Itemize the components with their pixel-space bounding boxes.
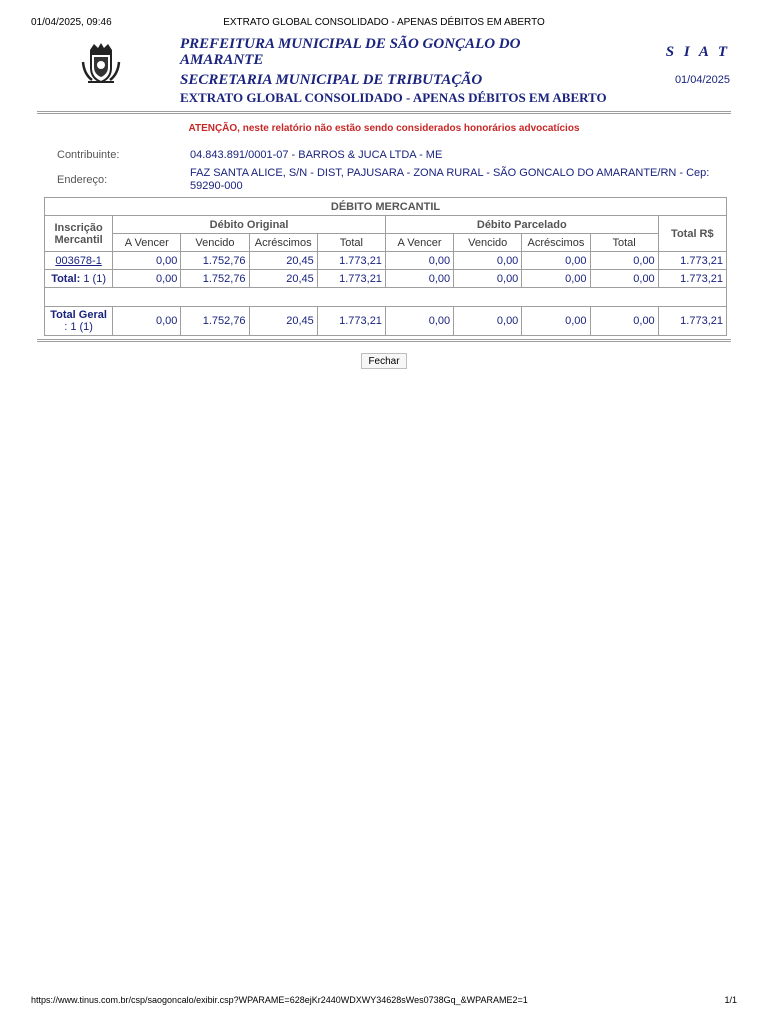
print-header [31,17,737,31]
fechar-button[interactable]: Fechar [361,353,407,369]
grand-parc-a-vencer: 0,00 [385,307,453,336]
parc-a-vencer-cell: 0,00 [385,252,453,270]
orig-a-vencer-header: A Vencer [113,234,181,252]
subtotal-parc-total: 0,00 [590,270,658,288]
subtotal-label: Total: [51,272,81,285]
contribuinte-label: Contribuinte: [57,149,120,161]
subtotal-parc-vencido: 0,00 [454,270,522,288]
subtotal-orig-acrescimos: 20,45 [249,270,317,288]
parc-vencido-cell: 0,00 [454,252,522,270]
sub-header-row [45,234,727,252]
orig-acrescimos-header: Acréscimos [249,234,317,252]
parc-a-vencer-header: A Vencer [385,234,453,252]
inscricao-cell [45,252,113,270]
parc-total-cell: 0,00 [590,252,658,270]
group-original: Débito Original [113,216,386,234]
grand-orig-vencido: 1.752,76 [181,307,249,336]
print-title: EXTRATO GLOBAL CONSOLIDADO - APENAS DÉBITOS EM ABERTO [223,17,545,28]
print-datetime: 01/04/2025, 09:46 [31,17,112,28]
debt-table [44,197,727,336]
grand-total-label-cell [45,307,113,336]
col-inscricao: Inscrição Mercantil [45,216,113,252]
subtotal-count: 1 (1) [80,272,106,285]
orig-total-cell: 1.773,21 [317,252,385,270]
orig-vencido-header: Vencido [181,234,249,252]
subtotal-total-rs: 1.773,21 [658,270,726,288]
spacer-cell [45,288,727,307]
grand-parc-acrescimos: 0,00 [522,307,590,336]
orig-vencido-cell: 1.752,76 [181,252,249,270]
group-header-row [45,216,727,234]
orig-acrescimos-cell: 20,45 [249,252,317,270]
system-name: S I A T [665,44,730,60]
warning-message: ATENÇÃO, neste relatório não estão sendo considerados honorários advocatícios [188,123,580,134]
header-divider [37,111,731,114]
municipal-coat-of-arms-icon [78,40,124,86]
group-parcelado: Débito Parcelado [385,216,658,234]
orig-total-header: Total [317,234,385,252]
grand-parc-total: 0,00 [590,307,658,336]
spacer-row [45,288,727,307]
subtotal-row [45,270,727,288]
parc-total-header: Total [590,234,658,252]
subtotal-parc-a-vencer: 0,00 [385,270,453,288]
parc-acrescimos-header: Acréscimos [522,234,590,252]
col-total-rs: Total R$ [658,216,726,252]
grand-orig-a-vencer: 0,00 [113,307,181,336]
contribuinte-value: 04.843.891/0001-07 - BARROS & JUCA LTDA - ME [190,149,443,161]
subtotal-parc-acrescimos: 0,00 [522,270,590,288]
print-footer [31,995,737,1009]
table-bottom-divider [37,339,731,342]
inscricao-link[interactable]: 003678-1 [55,254,102,267]
grand-orig-acrescimos: 20,45 [249,307,317,336]
grand-total-label: Total Geral [50,309,107,321]
total-rs-cell: 1.773,21 [658,252,726,270]
grand-total-rs: 1.773,21 [658,307,726,336]
subtotal-orig-vencido: 1.752,76 [181,270,249,288]
endereco-value: FAZ SANTA ALICE, S/N - DIST, PAJUSARA - ZONA RURAL - SÃO GONCALO DO AMARANTE/RN - Cep: 59290-000 [190,167,710,192]
table-row [45,252,727,270]
report-date: 01/04/2025 [674,74,730,86]
report-title: EXTRATO GLOBAL CONSOLIDADO - APENAS DÉBITOS EM ABERTO [180,90,607,105]
parc-vencido-header: Vencido [454,234,522,252]
grand-orig-total: 1.773,21 [317,307,385,336]
section-title: DÉBITO MERCANTIL [45,198,727,216]
grand-parc-vencido: 0,00 [454,307,522,336]
grand-total-row [45,307,727,336]
parc-acrescimos-cell: 0,00 [522,252,590,270]
subtotal-orig-a-vencer: 0,00 [113,270,181,288]
secretariat-name: SECRETARIA MUNICIPAL DE TRIBUTAÇÃO [180,72,483,88]
orig-a-vencer-cell: 0,00 [113,252,181,270]
section-title-row [45,198,727,216]
subtotal-label-cell [45,270,113,288]
organization-name: PREFEITURA MUNICIPAL DE SÃO GONÇALO DO AMARANTE [180,36,521,68]
print-page-number: 1/1 [724,995,737,1005]
print-url: https://www.tinus.com.br/csp/saogoncalo/exibir.csp?WPARAME=628ejKr2440WDXWY34628sWes0738Gq_&WPARAME2=1 [31,995,528,1005]
subtotal-orig-total: 1.773,21 [317,270,385,288]
grand-total-count: : 1 (1) [64,321,93,333]
endereco-label: Endereço: [57,174,108,186]
